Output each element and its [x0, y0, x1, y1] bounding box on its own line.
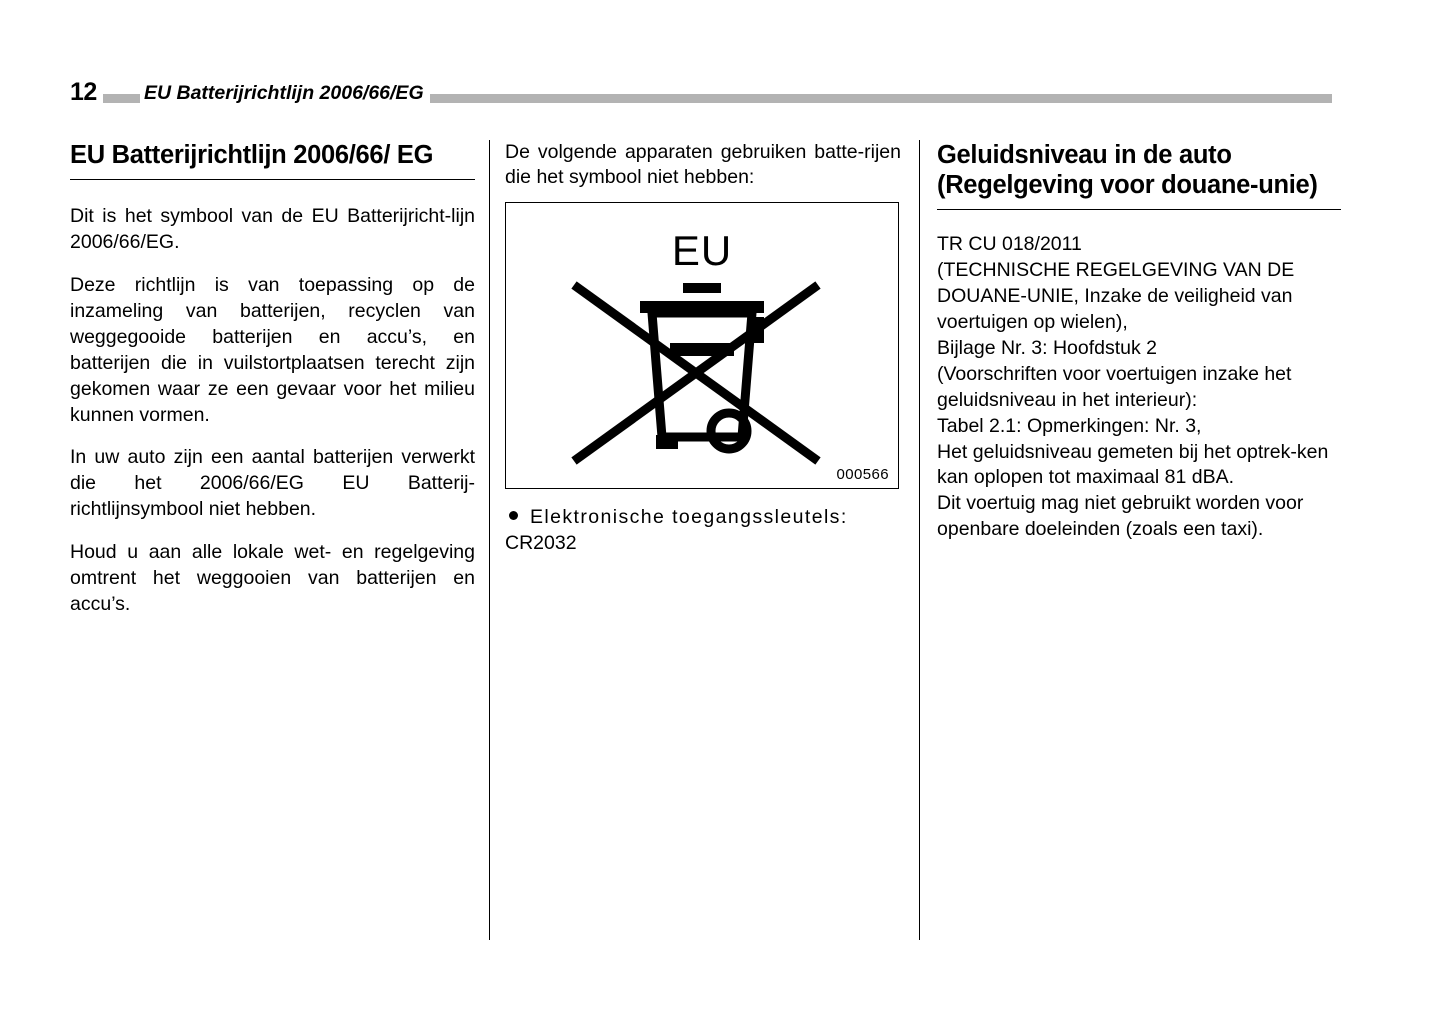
right-line-7: Dit voertuig mag niet gebruikt worden voor openbare doeleinden (zoals een taxi). [937, 492, 1304, 541]
right-line-1: TR CU 018/2011 [937, 233, 1082, 256]
section-title-noise-level: Geluidsniveau in de auto (Regelgeving voor douane-unie) [937, 141, 1318, 200]
page-header [70, 78, 1332, 112]
section-title-eu-battery-directive: EU Batterijrichtlijn 2006/66/ EG [70, 141, 434, 169]
header-title: EU Batterijrichtlijn 2006/66/EG [140, 82, 430, 105]
column-divider-1 [489, 140, 490, 940]
middle-intro-text: De volgende apparaten gebruiken batte-rijen die het symbool niet hebben: [505, 141, 901, 189]
right-line-3: Bijlage Nr. 3: Hoofdstuk 2 [937, 336, 1158, 359]
right-line-6: Het geluidsniveau gemeten bij het optrek-ken kan oplopen tot maximaal 81 dBA. [937, 440, 1329, 489]
bullet-dot-icon [509, 511, 518, 520]
right-line-2: (TECHNISCHE REGELGEVING VAN DE DOUANE-UNIE, Inzake de veiligheid van voertuigen op wielen), [937, 259, 1295, 333]
paragraph-4: Houd u aan alle lokale wet- en regelgeving omtrent het weggooien van batterijen en accu’s. [70, 541, 475, 616]
bullet-value: CR2032 [505, 532, 577, 555]
right-line-4: (Voorschriften voor voertuigen inzake het geluidsniveau in het interieur): [937, 362, 1292, 411]
column-left [70, 140, 475, 618]
paragraph-1: Dit is het symbool van de EU Batterijricht-lijn 2006/66/EG. [70, 205, 475, 253]
bullet-label: Elektronische toegangssleutels: [530, 505, 848, 528]
column-right [937, 140, 1341, 543]
page-number: 12 [70, 78, 103, 107]
figure-battery-symbol [505, 202, 899, 489]
crossed-out-wheeled-bin-icon [552, 265, 852, 475]
paragraph-2: Deze richtlijn is van toepassing op de inzameling van batterijen, recyclen van weggegooide batterijen en accu’s, en batterijen die in vuilstortplaatsen terecht zijn gekomen waar ze een gevaar voor het milieu kunnen vormen. [70, 273, 475, 426]
paragraph-3: In uw auto zijn een aantal batterijen verwerkt die het 2006/66/EG EU Batterij-richtlijnsymbool niet hebben. [70, 446, 475, 521]
right-line-5: Tabel 2.1: Opmerkingen: Nr. 3, [937, 414, 1202, 437]
column-divider-2 [919, 140, 920, 940]
figure-eu-label: EU [671, 226, 733, 274]
column-middle [505, 140, 901, 556]
figure-caption-number: 000566 [836, 465, 889, 483]
list-item [505, 505, 901, 557]
